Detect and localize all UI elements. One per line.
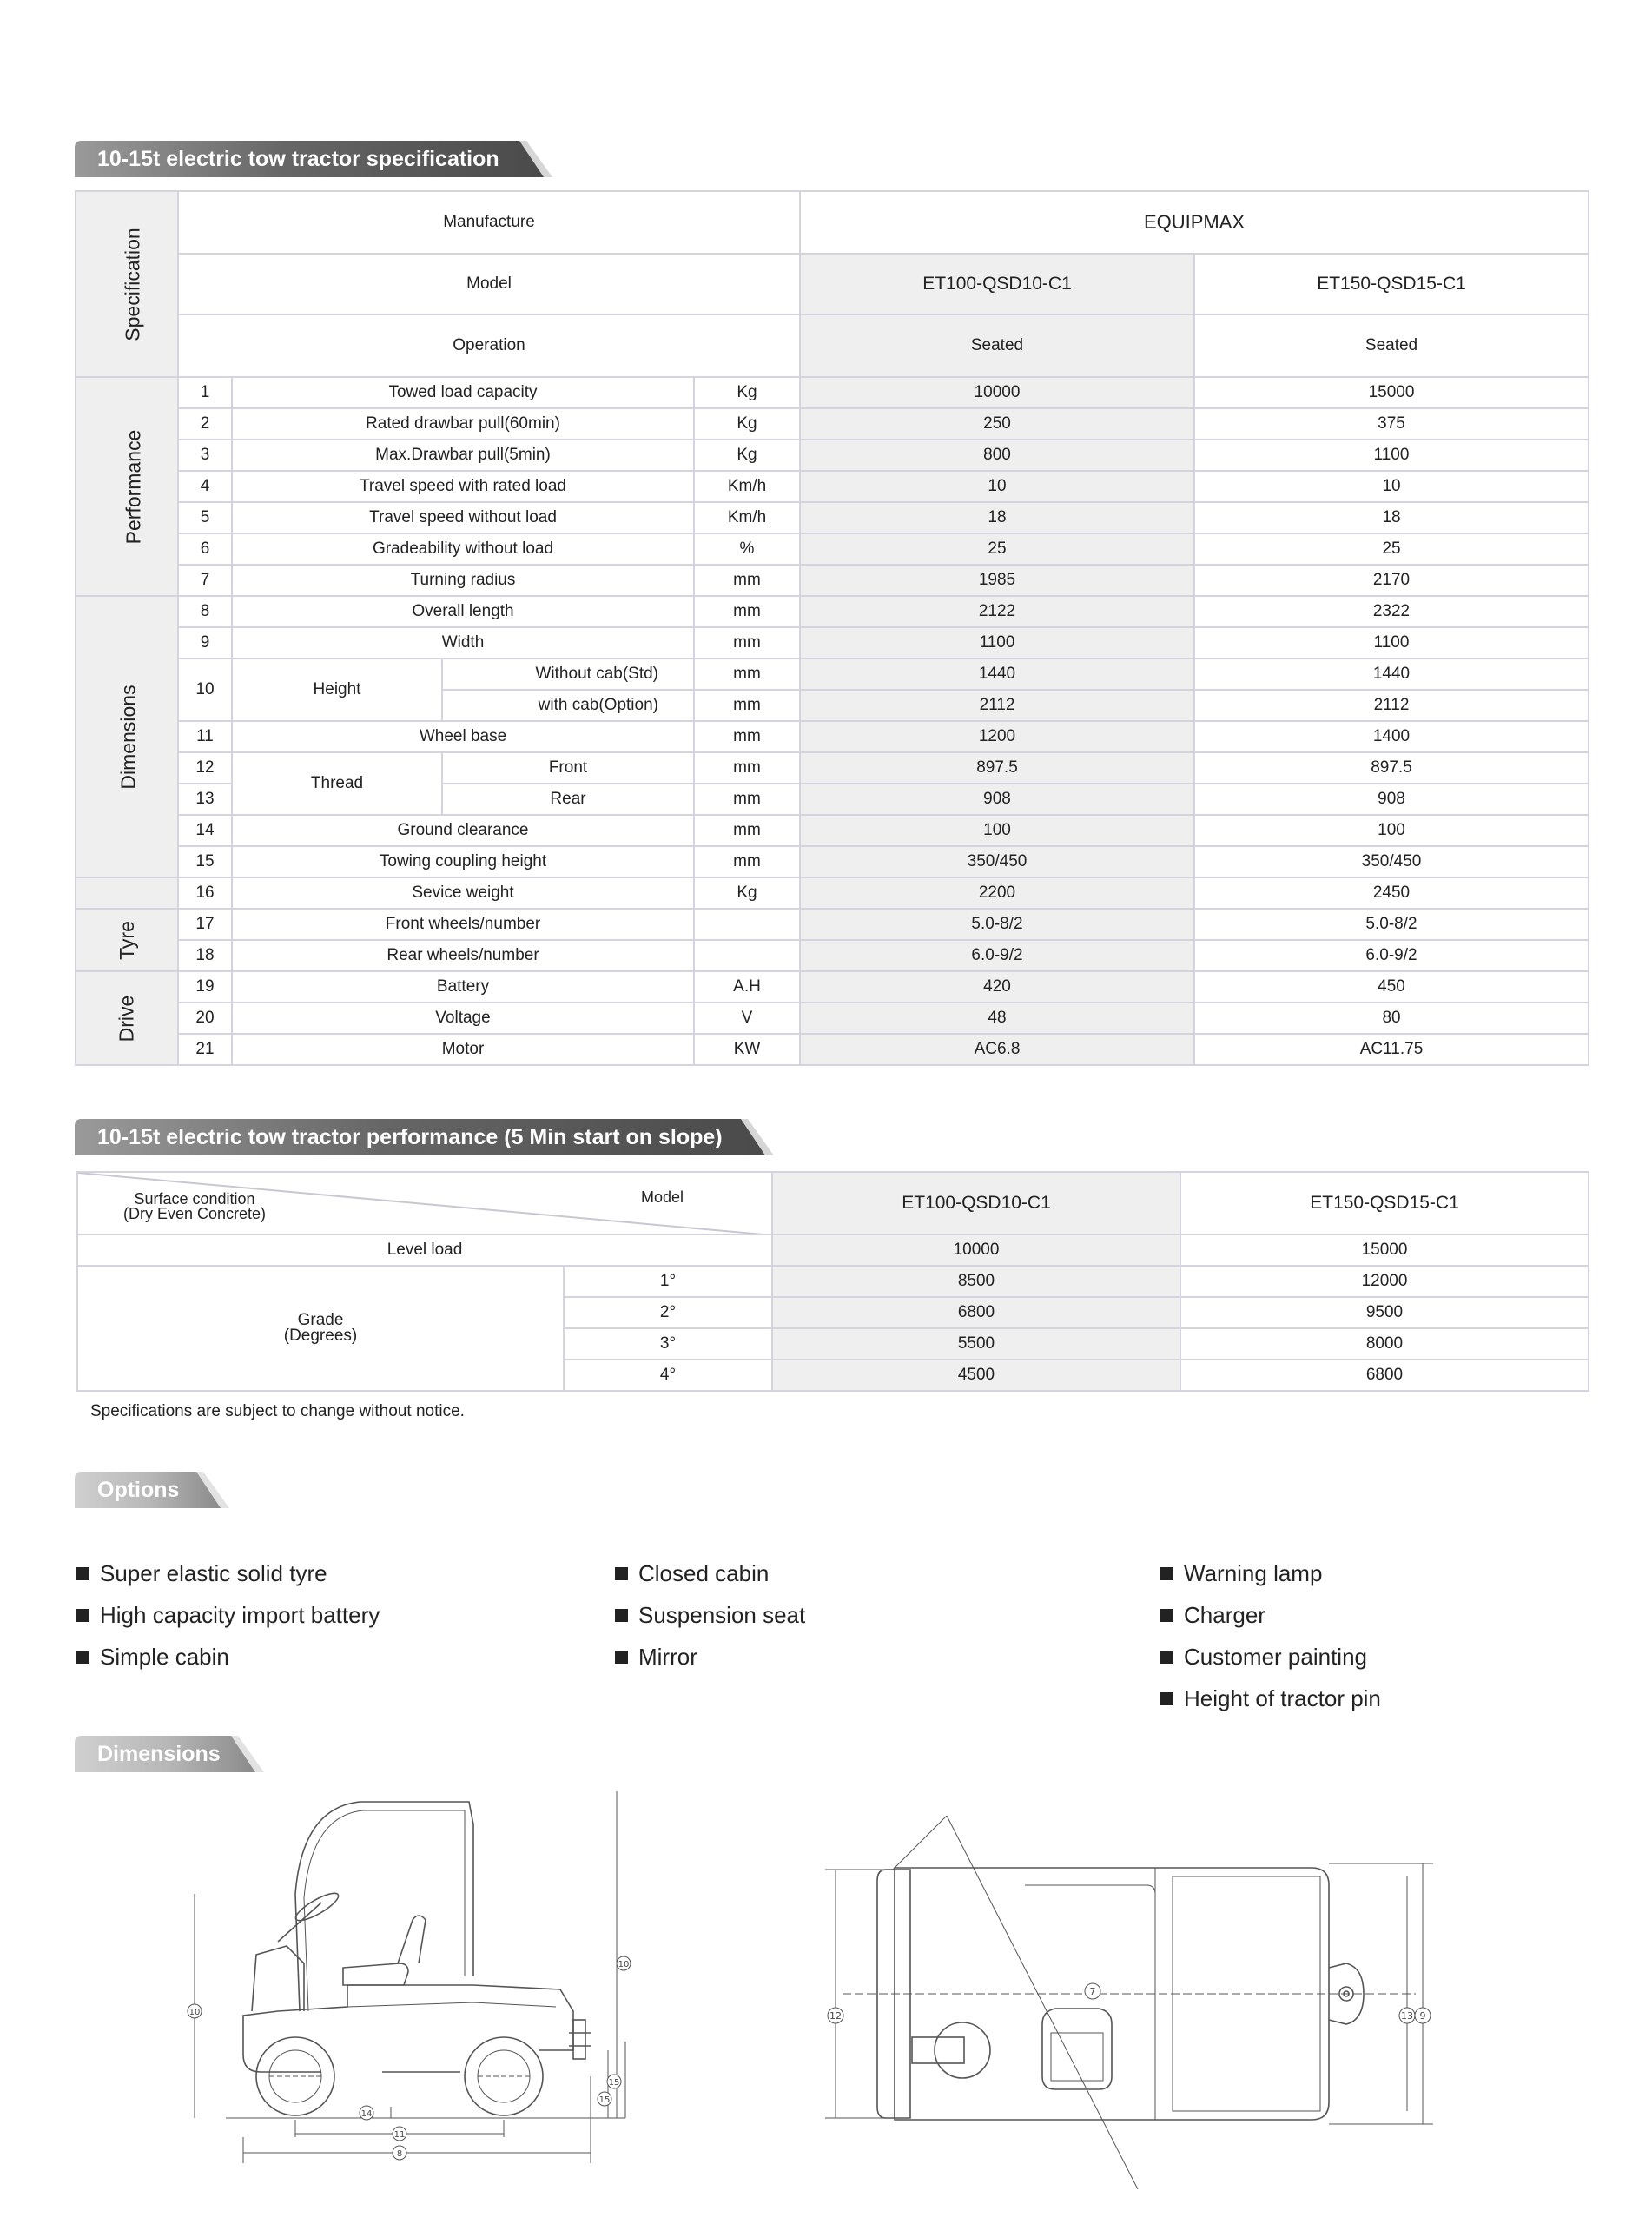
spec-table bbox=[75, 190, 1589, 1066]
row-unit: Kg bbox=[694, 377, 800, 408]
row-value-b: 2112 bbox=[1194, 690, 1589, 721]
row-item: Height bbox=[232, 659, 442, 721]
row-value-b: 1100 bbox=[1194, 627, 1589, 659]
row-unit: Kg bbox=[694, 877, 800, 909]
dim-label: 12 bbox=[829, 2010, 842, 2022]
manufacture-label: Manufacture bbox=[178, 191, 800, 254]
row-number: 11 bbox=[178, 721, 232, 752]
perf-table bbox=[76, 1171, 1589, 1392]
row-item: Gradeability without load bbox=[232, 533, 694, 565]
row-number: 14 bbox=[178, 815, 232, 846]
row-value-a: 897.5 bbox=[800, 752, 1194, 784]
perf-header-cell bbox=[77, 1172, 772, 1234]
row-number: 18 bbox=[178, 940, 232, 971]
option-item: Height of tractor pin bbox=[1160, 1685, 1381, 1712]
option-item: Super elastic solid tyre bbox=[76, 1560, 327, 1587]
row-value-b: 1100 bbox=[1194, 440, 1589, 471]
top-view-drawing bbox=[808, 1816, 1450, 2189]
row-value-b: 2450 bbox=[1194, 877, 1589, 909]
row-value-a: 250 bbox=[800, 408, 1194, 440]
grade-value-b: 8000 bbox=[1180, 1328, 1589, 1360]
option-item: High capacity import battery bbox=[76, 1602, 380, 1629]
row-unit: mm bbox=[694, 659, 800, 690]
row-unit: Kg bbox=[694, 408, 800, 440]
option-item: Customer painting bbox=[1160, 1644, 1367, 1671]
row-unit: A.H bbox=[694, 971, 800, 1003]
row-subitem: Front bbox=[442, 752, 694, 784]
row-value-a: 1440 bbox=[800, 659, 1194, 690]
row-unit: KW bbox=[694, 1034, 800, 1065]
row-value-a: 800 bbox=[800, 440, 1194, 471]
dim-label: 14 bbox=[360, 2109, 373, 2119]
row-unit: % bbox=[694, 533, 800, 565]
row-value-b: 18 bbox=[1194, 502, 1589, 533]
row-unit: mm bbox=[694, 627, 800, 659]
grade-deg: 2° bbox=[564, 1297, 772, 1328]
option-item: Charger bbox=[1160, 1602, 1265, 1629]
group-tyre-text: Tyre bbox=[115, 920, 138, 960]
grade-deg: 3° bbox=[564, 1328, 772, 1360]
row-value-b: 15000 bbox=[1194, 377, 1589, 408]
group-tyre bbox=[76, 909, 178, 971]
grade-value-b: 12000 bbox=[1180, 1266, 1589, 1297]
row-number: 15 bbox=[178, 846, 232, 877]
dim-label: 13 bbox=[1401, 2010, 1413, 2022]
row-unit bbox=[694, 940, 800, 971]
surface-condition-sub: (Dry Even Concrete) bbox=[123, 1205, 267, 1222]
row-number: 2 bbox=[178, 408, 232, 440]
group-drive bbox=[76, 971, 178, 1065]
grade-value-b: 6800 bbox=[1180, 1360, 1589, 1391]
row-item: Overall length bbox=[232, 596, 694, 627]
row-number: 4 bbox=[178, 471, 232, 502]
row-value-a: 1985 bbox=[800, 565, 1194, 596]
row-value-b: 100 bbox=[1194, 815, 1589, 846]
row-item: Rated drawbar pull(60min) bbox=[232, 408, 694, 440]
row-value-b: 350/450 bbox=[1194, 846, 1589, 877]
row-number: 17 bbox=[178, 909, 232, 940]
perf-section-title: 10-15t electric tow tractor performance (5 Min start on slope) bbox=[97, 1125, 723, 1149]
row-item: Wheel base bbox=[232, 721, 694, 752]
level-load-a: 10000 bbox=[772, 1234, 1180, 1266]
row-unit: mm bbox=[694, 815, 800, 846]
row-value-b: 25 bbox=[1194, 533, 1589, 565]
option-item: Warning lamp bbox=[1160, 1560, 1322, 1587]
row-item: Turning radius bbox=[232, 565, 694, 596]
grade-value-b: 9500 bbox=[1180, 1297, 1589, 1328]
dim-label: 15 bbox=[608, 2078, 620, 2088]
dim-label: 8 bbox=[396, 2149, 403, 2159]
grade-deg: 4° bbox=[564, 1360, 772, 1391]
row-item: Ground clearance bbox=[232, 815, 694, 846]
manufacture-value: EQUIPMAX bbox=[800, 191, 1589, 254]
row-unit: mm bbox=[694, 784, 800, 815]
grade-deg: 1° bbox=[564, 1266, 772, 1297]
row-value-a: 420 bbox=[800, 971, 1194, 1003]
row-unit: Km/h bbox=[694, 502, 800, 533]
operation-a: Seated bbox=[800, 314, 1194, 377]
dim-label: 11 bbox=[393, 2130, 406, 2140]
row-unit: mm bbox=[694, 752, 800, 784]
spec-section-tab bbox=[75, 141, 552, 177]
model-b: ET150-QSD15-C1 bbox=[1194, 254, 1589, 314]
row-number: 12 bbox=[178, 752, 232, 784]
dim-label: 10 bbox=[188, 2008, 201, 2017]
grade-value-a: 6800 bbox=[772, 1297, 1180, 1328]
row-number: 9 bbox=[178, 627, 232, 659]
operation-b: Seated bbox=[1194, 314, 1589, 377]
row-item: Towed load capacity bbox=[232, 377, 694, 408]
row-number: 21 bbox=[178, 1034, 232, 1065]
row-unit: mm bbox=[694, 846, 800, 877]
model-a: ET100-QSD10-C1 bbox=[800, 254, 1194, 314]
dim-label: 7 bbox=[1089, 1986, 1096, 1997]
row-value-b: 2322 bbox=[1194, 596, 1589, 627]
row-value-b: AC11.75 bbox=[1194, 1034, 1589, 1065]
row-subitem: Rear bbox=[442, 784, 694, 815]
row-unit: V bbox=[694, 1003, 800, 1034]
row-number: 6 bbox=[178, 533, 232, 565]
row-unit: Km/h bbox=[694, 471, 800, 502]
row-item: Motor bbox=[232, 1034, 694, 1065]
row-value-a: 6.0-9/2 bbox=[800, 940, 1194, 971]
row-item: Rear wheels/number bbox=[232, 940, 694, 971]
option-item: Suspension seat bbox=[615, 1602, 805, 1629]
row-value-a: 908 bbox=[800, 784, 1194, 815]
dimensions-section-title: Dimensions bbox=[97, 1742, 221, 1766]
group-performance-text: Performance bbox=[122, 429, 145, 544]
row-unit: mm bbox=[694, 596, 800, 627]
row-number: 1 bbox=[178, 377, 232, 408]
row-number: 10 bbox=[178, 659, 232, 721]
row-value-a: 5.0-8/2 bbox=[800, 909, 1194, 940]
row-value-b: 2170 bbox=[1194, 565, 1589, 596]
row-number: 8 bbox=[178, 596, 232, 627]
row-value-a: 25 bbox=[800, 533, 1194, 565]
row-value-a: 2122 bbox=[800, 596, 1194, 627]
group-dimensions-text: Dimensions bbox=[116, 684, 140, 790]
row-value-b: 1400 bbox=[1194, 721, 1589, 752]
row-value-a: 350/450 bbox=[800, 846, 1194, 877]
dim-label: 15 bbox=[598, 2095, 611, 2105]
option-item: Simple cabin bbox=[76, 1644, 229, 1671]
row-number: 20 bbox=[178, 1003, 232, 1034]
row-value-b: 908 bbox=[1194, 784, 1589, 815]
disclaimer-note: Specifications are subject to change without notice. bbox=[90, 1402, 465, 1420]
row-number: 3 bbox=[178, 440, 232, 471]
grade-value-a: 4500 bbox=[772, 1360, 1180, 1391]
row-number: 13 bbox=[178, 784, 232, 815]
options-section-title: Options bbox=[97, 1478, 180, 1502]
row-item: Voltage bbox=[232, 1003, 694, 1034]
group-specification bbox=[76, 191, 178, 377]
row-unit: mm bbox=[694, 565, 800, 596]
row-item: Front wheels/number bbox=[232, 909, 694, 940]
row-value-b: 375 bbox=[1194, 408, 1589, 440]
row-item: Towing coupling height bbox=[232, 846, 694, 877]
row-value-a: 48 bbox=[800, 1003, 1194, 1034]
option-item: Mirror bbox=[615, 1644, 697, 1671]
dim-label: 10 bbox=[618, 1960, 630, 1969]
row-value-a: 1100 bbox=[800, 627, 1194, 659]
perf-section-tab bbox=[75, 1119, 774, 1155]
perf-model-a: ET100-QSD10-C1 bbox=[772, 1172, 1180, 1234]
row-item: Travel speed without load bbox=[232, 502, 694, 533]
row-unit: Kg bbox=[694, 440, 800, 471]
side-view-drawing bbox=[174, 1790, 660, 2172]
row-item: Width bbox=[232, 627, 694, 659]
row-value-a: 10 bbox=[800, 471, 1194, 502]
surface-condition-label: Surface condition bbox=[134, 1190, 255, 1208]
grade-value-a: 8500 bbox=[772, 1266, 1180, 1297]
row-value-b: 80 bbox=[1194, 1003, 1589, 1034]
row-item: Battery bbox=[232, 971, 694, 1003]
row-item: Max.Drawbar pull(5min) bbox=[232, 440, 694, 471]
row-value-a: 2200 bbox=[800, 877, 1194, 909]
level-load-b: 15000 bbox=[1180, 1234, 1589, 1266]
option-item: Closed cabin bbox=[615, 1560, 769, 1587]
row-value-b: 5.0-8/2 bbox=[1194, 909, 1589, 940]
row-number: 5 bbox=[178, 502, 232, 533]
row-unit bbox=[694, 909, 800, 940]
model-label: Model bbox=[178, 254, 800, 314]
group-dimensions bbox=[76, 596, 178, 877]
grade-label-cell bbox=[77, 1266, 564, 1391]
row-item: Sevice weight bbox=[232, 877, 694, 909]
row-value-b: 1440 bbox=[1194, 659, 1589, 690]
row-number: 7 bbox=[178, 565, 232, 596]
group-drive-text: Drive bbox=[115, 995, 138, 1042]
row-value-b: 10 bbox=[1194, 471, 1589, 502]
level-load-label: Level load bbox=[77, 1234, 772, 1266]
row-value-b: 450 bbox=[1194, 971, 1589, 1003]
group-blank bbox=[76, 877, 178, 909]
row-value-b: 6.0-9/2 bbox=[1194, 940, 1589, 971]
grade-sub-label: (Degrees) bbox=[283, 1327, 358, 1345]
row-value-b: 897.5 bbox=[1194, 752, 1589, 784]
row-number: 16 bbox=[178, 877, 232, 909]
row-value-a: 100 bbox=[800, 815, 1194, 846]
row-item: Travel speed with rated load bbox=[232, 471, 694, 502]
grade-value-a: 5500 bbox=[772, 1328, 1180, 1360]
perf-model-label: Model bbox=[641, 1188, 684, 1206]
row-value-a: 10000 bbox=[800, 377, 1194, 408]
row-unit: mm bbox=[694, 690, 800, 721]
operation-label: Operation bbox=[178, 314, 800, 377]
spec-section-title: 10-15t electric tow tractor specification bbox=[97, 147, 499, 171]
row-unit: mm bbox=[694, 721, 800, 752]
row-value-a: 18 bbox=[800, 502, 1194, 533]
row-subitem: Without cab(Std) bbox=[442, 659, 694, 690]
dimensions-section-tab bbox=[75, 1736, 264, 1772]
perf-model-b: ET150-QSD15-C1 bbox=[1180, 1172, 1589, 1234]
row-value-a: 1200 bbox=[800, 721, 1194, 752]
group-performance bbox=[76, 377, 178, 596]
options-section-tab bbox=[75, 1472, 229, 1508]
row-item: Thread bbox=[232, 752, 442, 815]
dim-label: 9 bbox=[1419, 2010, 1426, 2022]
group-specification-text: Specification bbox=[121, 227, 144, 341]
row-number: 19 bbox=[178, 971, 232, 1003]
grade-label: Grade bbox=[297, 1311, 344, 1329]
row-value-a: 2112 bbox=[800, 690, 1194, 721]
row-value-a: AC6.8 bbox=[800, 1034, 1194, 1065]
row-subitem: with cab(Option) bbox=[442, 690, 694, 721]
